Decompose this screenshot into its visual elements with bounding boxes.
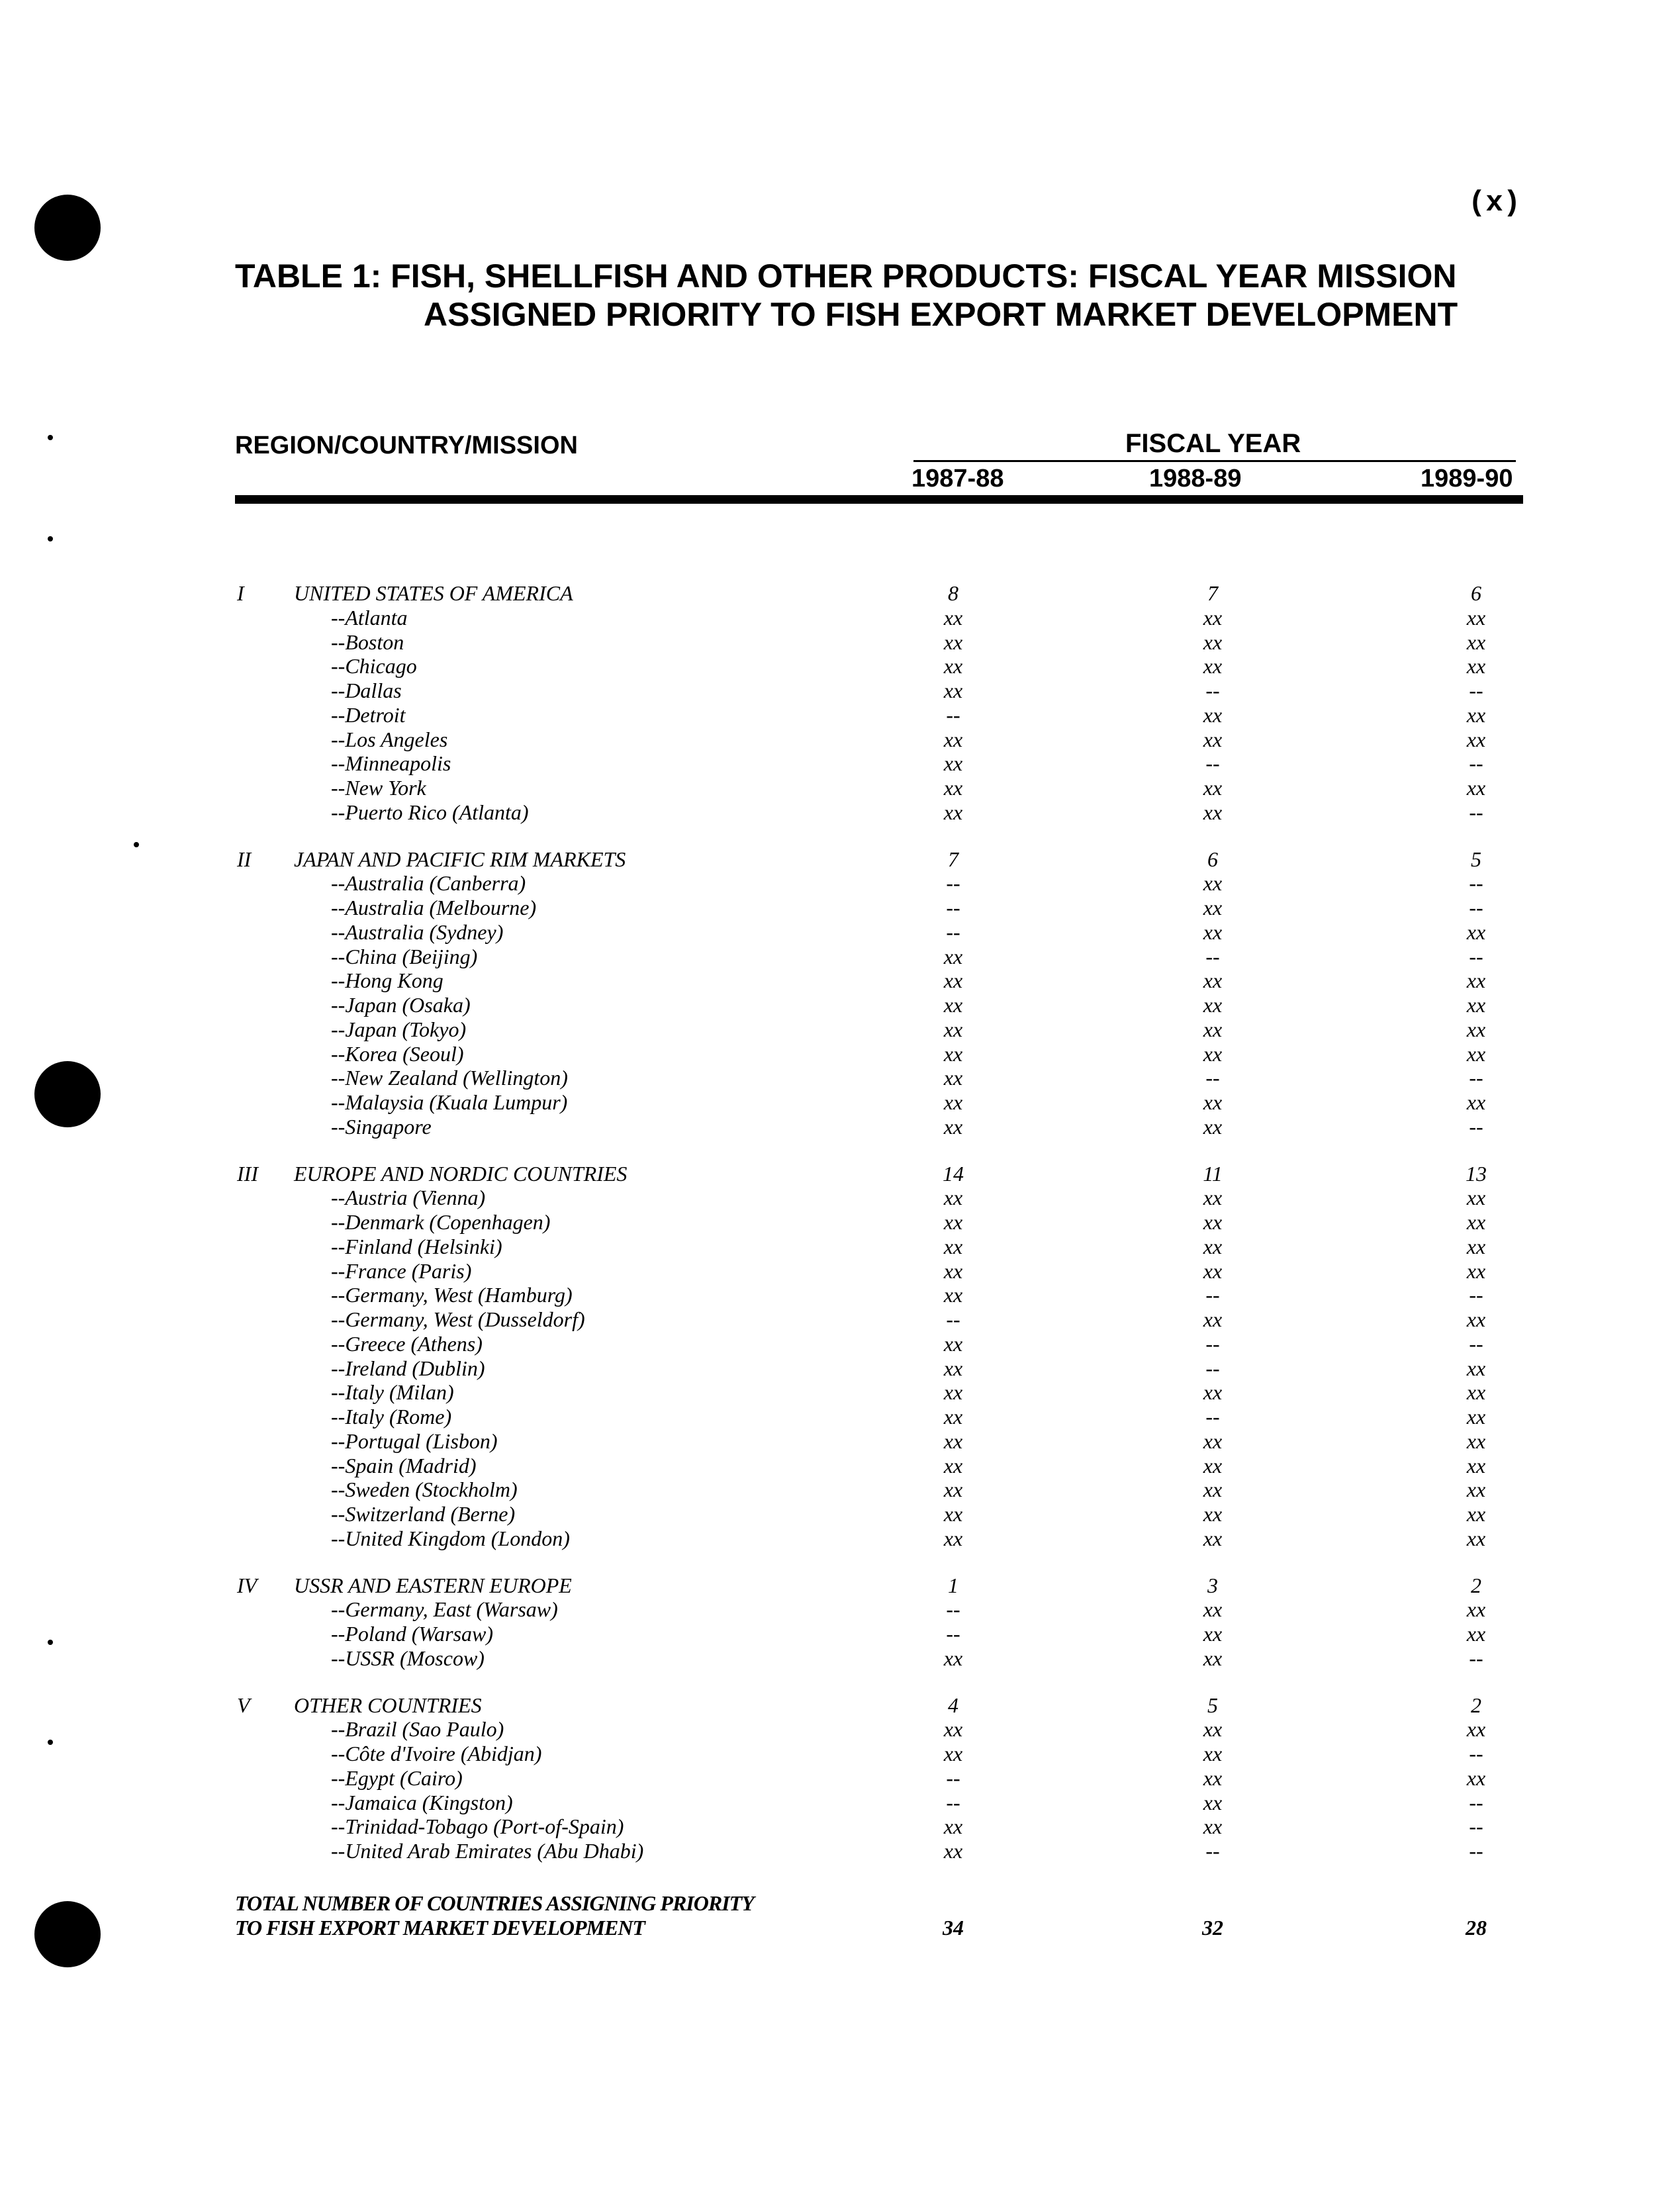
priority-mark: -- — [946, 871, 960, 896]
mission-name: --Boston — [331, 630, 404, 654]
priority-mark: xx — [1466, 1765, 1486, 1790]
priority-mark: xx — [1203, 1258, 1223, 1283]
mission-name: --Poland (Warsaw) — [331, 1622, 494, 1646]
mission-row — [0, 1066, 1680, 1090]
mission-row — [0, 896, 1680, 920]
priority-mark: xx — [1203, 1234, 1223, 1258]
mission-name: --Ireland (Dublin) — [331, 1356, 485, 1380]
priority-mark: xx — [1466, 1210, 1486, 1234]
mission-name: --Côte d'Ivoire (Abidjan) — [331, 1742, 542, 1765]
mission-name: --Germany, East (Warsaw) — [331, 1597, 558, 1622]
priority-mark: xx — [1466, 968, 1486, 993]
section-name: UNITED STATES OF AMERICA — [294, 581, 573, 605]
priority-mark: xx — [1203, 1646, 1223, 1670]
mission-name: --Egypt (Cairo) — [331, 1765, 463, 1790]
priority-mark: xx — [1466, 702, 1486, 727]
mission-row — [0, 1186, 1680, 1210]
priority-mark: xx — [1466, 1622, 1486, 1646]
section-row — [0, 1162, 1680, 1186]
mission-name: --France (Paris) — [331, 1258, 472, 1283]
priority-mark: -- — [1469, 751, 1483, 776]
priority-mark: xx — [1466, 919, 1486, 944]
table-title-line-2: ASSIGNED PRIORITY TO FISH EXPORT MARKET DEVELOPMENT — [424, 296, 1458, 333]
mission-row — [0, 1742, 1680, 1766]
priority-mark: -- — [946, 919, 960, 944]
table-body — [0, 581, 1680, 1863]
section-row — [0, 1573, 1680, 1598]
page-number: (x) — [1468, 187, 1521, 220]
priority-mark: xx — [943, 1526, 963, 1550]
mission-name: --Hong Kong — [331, 968, 443, 993]
priority-mark: xx — [1203, 968, 1223, 993]
priority-mark: xx — [1203, 1814, 1223, 1839]
mission-row — [0, 945, 1680, 969]
mission-row — [0, 1210, 1680, 1235]
priority-mark: xx — [943, 1258, 963, 1283]
priority-mark: xx — [943, 944, 963, 968]
priority-mark: xx — [1203, 1090, 1223, 1114]
priority-mark: xx — [1203, 1307, 1223, 1331]
section-row — [0, 1693, 1680, 1718]
mission-name: --Japan (Osaka) — [331, 993, 471, 1017]
priority-mark: -- — [1205, 1356, 1220, 1380]
priority-mark: xx — [1466, 630, 1486, 654]
section-count: 6 — [1207, 847, 1218, 871]
priority-mark: -- — [1205, 944, 1220, 968]
priority-mark: xx — [943, 993, 963, 1017]
mission-row — [0, 1307, 1680, 1332]
mission-row — [0, 1332, 1680, 1356]
priority-mark: xx — [1203, 1186, 1223, 1210]
scan-speck — [48, 435, 53, 440]
priority-mark: xx — [943, 1502, 963, 1526]
total-value-1988-89: 32 — [1202, 1916, 1223, 1940]
mission-name: --New York — [331, 776, 426, 800]
priority-mark: xx — [1203, 605, 1223, 630]
mission-name: --Italy (Milan) — [331, 1380, 454, 1405]
section-count: 1 — [948, 1573, 958, 1597]
priority-mark: xx — [1203, 919, 1223, 944]
priority-mark: xx — [1466, 1186, 1486, 1210]
priority-mark: xx — [1466, 1307, 1486, 1331]
priority-mark: xx — [1203, 1380, 1223, 1405]
priority-mark: xx — [1203, 727, 1223, 751]
section-count: 2 — [1471, 1693, 1481, 1717]
priority-mark: xx — [943, 968, 963, 993]
section-row — [0, 581, 1680, 606]
mission-row — [0, 1717, 1680, 1742]
priority-mark: xx — [943, 1477, 963, 1502]
punch-hole-bottom — [34, 1901, 101, 1967]
priority-mark: xx — [943, 1234, 963, 1258]
mission-row — [0, 1090, 1680, 1115]
mission-name: --Malaysia (Kuala Lumpur) — [331, 1090, 568, 1114]
mission-name: --Greece (Athens) — [331, 1331, 483, 1356]
priority-mark: xx — [1203, 1477, 1223, 1502]
mission-row — [0, 1477, 1680, 1502]
section-name: OTHER COUNTRIES — [294, 1693, 482, 1717]
mission-row — [0, 776, 1680, 800]
mission-name: --Dallas — [331, 679, 402, 702]
priority-mark: -- — [1469, 1839, 1483, 1863]
total-value-1987-88: 34 — [943, 1916, 964, 1940]
priority-mark: xx — [1203, 993, 1223, 1017]
section-count: 5 — [1207, 1693, 1218, 1717]
mission-name: --Atlanta — [331, 605, 408, 630]
priority-mark: xx — [943, 1405, 963, 1428]
total-label — [235, 1891, 754, 1940]
mission-row — [0, 1597, 1680, 1622]
mission-name: --Jamaica (Kingston) — [331, 1790, 513, 1814]
total-label-line-2: TO FISH EXPORT MARKET DEVELOPMENT — [235, 1916, 645, 1940]
mission-name: --China (Beijing) — [331, 944, 478, 968]
section-row — [0, 847, 1680, 872]
priority-mark: xx — [1203, 1765, 1223, 1790]
priority-mark: xx — [943, 1839, 963, 1863]
priority-mark: xx — [1203, 630, 1223, 654]
priority-mark: xx — [1203, 1114, 1223, 1139]
priority-mark: xx — [943, 1428, 963, 1453]
mission-row — [0, 1502, 1680, 1526]
section-count: 13 — [1466, 1161, 1487, 1186]
mission-name: --Austria (Vienna) — [331, 1186, 486, 1210]
priority-mark: xx — [1466, 605, 1486, 630]
mission-name: --Sweden (Stockholm) — [331, 1477, 518, 1502]
priority-mark: xx — [1203, 871, 1223, 896]
priority-mark: xx — [1203, 896, 1223, 919]
priority-mark: -- — [946, 1622, 960, 1646]
priority-mark: xx — [943, 1283, 963, 1307]
priority-mark: xx — [1466, 1597, 1486, 1622]
priority-mark: -- — [1205, 1405, 1220, 1428]
priority-mark: -- — [946, 1765, 960, 1790]
section-spacer — [0, 1551, 1680, 1573]
year-header-1987-88: 1987-88 — [911, 465, 1004, 492]
mission-name: --Germany, West (Dusseldorf) — [331, 1307, 585, 1331]
priority-mark: -- — [1205, 1283, 1220, 1307]
priority-mark: xx — [943, 1017, 963, 1041]
priority-mark: xx — [943, 751, 963, 776]
mission-row — [0, 1814, 1680, 1839]
priority-mark: -- — [1469, 679, 1483, 702]
mission-row — [0, 1115, 1680, 1139]
priority-mark: xx — [1203, 1428, 1223, 1453]
priority-mark: xx — [1466, 1405, 1486, 1428]
priority-mark: -- — [1205, 1066, 1220, 1090]
priority-mark: xx — [1466, 654, 1486, 679]
priority-mark: xx — [1203, 800, 1223, 824]
priority-mark: xx — [1466, 1477, 1486, 1502]
year-header-1989-90: 1989-90 — [1421, 465, 1513, 492]
priority-mark: xx — [1203, 654, 1223, 679]
priority-mark: xx — [943, 800, 963, 824]
section-spacer — [0, 1139, 1680, 1162]
priority-mark: xx — [1203, 1742, 1223, 1765]
section-numeral: III — [237, 1161, 258, 1186]
section-count: 7 — [1207, 581, 1218, 605]
section-numeral: V — [237, 1693, 250, 1717]
priority-mark: -- — [946, 702, 960, 727]
priority-mark: xx — [1466, 1428, 1486, 1453]
priority-mark: xx — [943, 1186, 963, 1210]
section-count: 3 — [1207, 1573, 1218, 1597]
section-numeral: IV — [237, 1573, 257, 1597]
mission-name: --Chicago — [331, 654, 417, 679]
scan-speck — [48, 536, 53, 541]
priority-mark: xx — [1466, 1356, 1486, 1380]
mission-row — [0, 1259, 1680, 1284]
priority-mark: -- — [1469, 1066, 1483, 1090]
priority-mark: -- — [1469, 1790, 1483, 1814]
priority-mark: xx — [943, 1453, 963, 1477]
priority-mark: xx — [943, 1114, 963, 1139]
priority-mark: xx — [1466, 1041, 1486, 1066]
priority-mark: -- — [1469, 1283, 1483, 1307]
priority-mark: -- — [1205, 1839, 1220, 1863]
year-header-1988-89: 1988-89 — [1149, 465, 1242, 492]
section-count: 2 — [1471, 1573, 1481, 1597]
priority-mark: xx — [1466, 776, 1486, 800]
mission-name: --Los Angeles — [331, 727, 448, 751]
priority-mark: xx — [943, 1646, 963, 1670]
table-title-line-1: TABLE 1: FISH, SHELLFISH AND OTHER PRODUCTS: FISCAL YEAR MISSION — [235, 258, 1457, 295]
priority-mark: xx — [943, 1356, 963, 1380]
mission-row — [0, 654, 1680, 679]
priority-mark: xx — [1203, 1526, 1223, 1550]
priority-mark: xx — [1203, 1790, 1223, 1814]
priority-mark: -- — [1469, 944, 1483, 968]
priority-mark: xx — [943, 1380, 963, 1405]
priority-mark: xx — [943, 630, 963, 654]
priority-mark: xx — [943, 727, 963, 751]
mission-row — [0, 1356, 1680, 1381]
mission-row — [0, 1429, 1680, 1454]
mission-row — [0, 1454, 1680, 1478]
mission-row — [0, 871, 1680, 896]
mission-name: --Australia (Sydney) — [331, 919, 504, 944]
priority-mark: xx — [943, 654, 963, 679]
mission-row — [0, 968, 1680, 993]
section-name: EUROPE AND NORDIC COUNTRIES — [294, 1161, 628, 1186]
priority-mark: -- — [1205, 1331, 1220, 1356]
mission-row — [0, 727, 1680, 752]
mission-name: --Trinidad-Tobago (Port-of-Spain) — [331, 1814, 624, 1839]
mission-row — [0, 703, 1680, 727]
priority-mark: -- — [1469, 1742, 1483, 1765]
mission-name: --USSR (Moscow) — [331, 1646, 485, 1670]
mission-row — [0, 1405, 1680, 1429]
priority-mark: -- — [1469, 871, 1483, 896]
mission-name: --Australia (Canberra) — [331, 871, 526, 896]
mission-name: --Australia (Melbourne) — [331, 896, 537, 919]
total-value-1989-90: 28 — [1466, 1916, 1487, 1940]
priority-mark: xx — [1466, 993, 1486, 1017]
header-rule — [235, 495, 1523, 504]
priority-mark: xx — [1203, 1597, 1223, 1622]
priority-mark: xx — [1466, 1017, 1486, 1041]
mission-row — [0, 1791, 1680, 1815]
priority-mark: -- — [1469, 1646, 1483, 1670]
mission-name: --Singapore — [331, 1114, 432, 1139]
mission-name: --Italy (Rome) — [331, 1405, 452, 1428]
section-count: 5 — [1471, 847, 1481, 871]
priority-mark: xx — [943, 1066, 963, 1090]
priority-mark: xx — [1203, 1717, 1223, 1742]
priority-mark: -- — [1469, 800, 1483, 824]
priority-mark: xx — [1203, 1017, 1223, 1041]
mission-name: --Korea (Seoul) — [331, 1041, 464, 1066]
priority-mark: xx — [943, 1742, 963, 1765]
mission-name: --Finland (Helsinki) — [331, 1234, 502, 1258]
priority-mark: -- — [946, 1307, 960, 1331]
priority-mark: xx — [1203, 776, 1223, 800]
priority-mark: xx — [1466, 1090, 1486, 1114]
mission-name: --Puerto Rico (Atlanta) — [331, 800, 529, 824]
mission-name: --Brazil (Sao Paulo) — [331, 1717, 504, 1742]
mission-name: --Germany, West (Hamburg) — [331, 1283, 573, 1307]
mission-name: --New Zealand (Wellington) — [331, 1066, 568, 1090]
column-header-fiscal-year: FISCAL YEAR — [1125, 429, 1301, 458]
section-numeral: I — [237, 581, 244, 605]
mission-row — [0, 1380, 1680, 1405]
section-count: 8 — [948, 581, 958, 605]
mission-name: --Spain (Madrid) — [331, 1453, 477, 1477]
priority-mark: xx — [1203, 702, 1223, 727]
priority-mark: xx — [943, 776, 963, 800]
mission-row — [0, 751, 1680, 776]
mission-row — [0, 800, 1680, 825]
section-count: 14 — [943, 1161, 964, 1186]
priority-mark: xx — [943, 605, 963, 630]
priority-mark: xx — [943, 1090, 963, 1114]
table-title — [235, 257, 1458, 334]
mission-name: --Detroit — [331, 702, 406, 727]
mission-name: --United Kingdom (London) — [331, 1526, 570, 1550]
priority-mark: xx — [943, 1041, 963, 1066]
mission-name: --United Arab Emirates (Abu Dhabi) — [331, 1839, 644, 1863]
mission-row — [0, 920, 1680, 945]
priority-mark: xx — [1203, 1041, 1223, 1066]
fiscal-year-underline — [913, 460, 1516, 462]
section-count: 11 — [1203, 1161, 1223, 1186]
priority-mark: xx — [1203, 1502, 1223, 1526]
section-spacer — [0, 1671, 1680, 1693]
priority-mark: xx — [1466, 727, 1486, 751]
punch-hole-top — [34, 195, 101, 261]
section-spacer — [0, 825, 1680, 847]
priority-mark: xx — [1466, 1526, 1486, 1550]
mission-name: --Portugal (Lisbon) — [331, 1428, 498, 1453]
mission-row — [0, 1235, 1680, 1259]
priority-mark: xx — [1203, 1622, 1223, 1646]
mission-row — [0, 1839, 1680, 1863]
mission-name: --Switzerland (Berne) — [331, 1502, 516, 1526]
priority-mark: xx — [1466, 1258, 1486, 1283]
mission-row — [0, 1042, 1680, 1066]
priority-mark: xx — [943, 1814, 963, 1839]
mission-name: --Japan (Tokyo) — [331, 1017, 467, 1041]
priority-mark: -- — [946, 1790, 960, 1814]
section-count: 4 — [948, 1693, 958, 1717]
mission-row — [0, 679, 1680, 703]
priority-mark: xx — [1466, 1234, 1486, 1258]
mission-row — [0, 1646, 1680, 1671]
priority-mark: xx — [1466, 1717, 1486, 1742]
priority-mark: xx — [1466, 1453, 1486, 1477]
priority-mark: xx — [1466, 1380, 1486, 1405]
priority-mark: xx — [1203, 1210, 1223, 1234]
mission-row — [0, 1526, 1680, 1551]
mission-row — [0, 630, 1680, 655]
priority-mark: -- — [1469, 1814, 1483, 1839]
priority-mark: -- — [1469, 1331, 1483, 1356]
priority-mark: xx — [943, 1331, 963, 1356]
priority-mark: xx — [943, 1717, 963, 1742]
section-name: USSR AND EASTERN EUROPE — [294, 1573, 572, 1597]
section-numeral: II — [237, 847, 252, 871]
section-name: JAPAN AND PACIFIC RIM MARKETS — [294, 847, 626, 871]
priority-mark: xx — [943, 679, 963, 702]
mission-name: --Denmark (Copenhagen) — [331, 1210, 551, 1234]
section-count: 6 — [1471, 581, 1481, 605]
mission-row — [0, 1766, 1680, 1791]
priority-mark: xx — [1203, 1453, 1223, 1477]
total-label-line-1: TOTAL NUMBER OF COUNTRIES ASSIGNING PRIORITY — [235, 1891, 754, 1915]
mission-name: --Minneapolis — [331, 751, 451, 776]
mission-row — [0, 993, 1680, 1017]
priority-mark: -- — [1205, 751, 1220, 776]
column-header-region: REGION/COUNTRY/MISSION — [235, 432, 578, 459]
mission-row — [0, 1283, 1680, 1307]
mission-row — [0, 1622, 1680, 1646]
priority-mark: xx — [1466, 1502, 1486, 1526]
priority-mark: -- — [946, 1597, 960, 1622]
priority-mark: xx — [943, 1210, 963, 1234]
mission-row — [0, 606, 1680, 630]
priority-mark: -- — [1469, 896, 1483, 919]
priority-mark: -- — [946, 896, 960, 919]
priority-mark: -- — [1469, 1114, 1483, 1139]
priority-mark: -- — [1205, 679, 1220, 702]
mission-row — [0, 1017, 1680, 1042]
section-count: 7 — [948, 847, 958, 871]
